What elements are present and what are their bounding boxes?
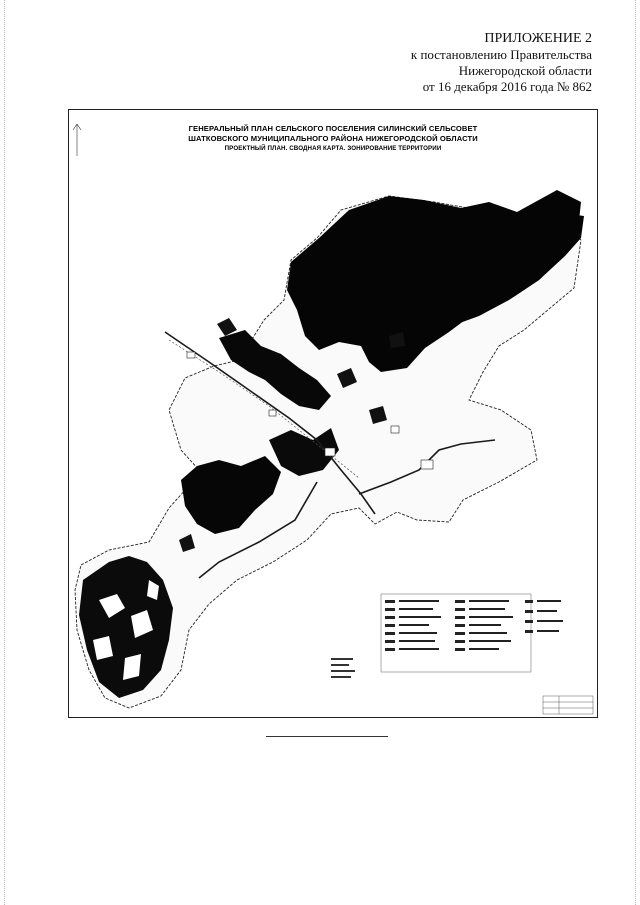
title-block — [543, 696, 593, 714]
map-legend-left — [331, 658, 355, 678]
page-edge-right — [635, 0, 636, 905]
map-heading-line-3: ПРОЕКТНЫЙ ПЛАН. СВОДНАЯ КАРТА. ЗОНИРОВАНИЕ ТЕРРИТОРИИ — [224, 145, 442, 152]
map-heading-line-1: ГЕНЕРАЛЬНЫЙ ПЛАН СЕЛЬСКОГО ПОСЕЛЕНИЯ СИЛИНСКИЙ СЕЛЬСОВЕТ — [188, 124, 478, 133]
appendix-line-3: от 16 декабря 2016 года № 862 — [422, 79, 592, 94]
page-edge-left — [4, 0, 5, 905]
map-heading-line-2: ШАТКОВСКОГО МУНИЦИПАЛЬНОГО РАЙОНА НИЖЕГОРОДСКОЙ ОБЛАСТИ — [188, 134, 478, 143]
map-legend — [381, 594, 563, 672]
appendix-header — [411, 31, 592, 95]
zoning-map — [69, 110, 598, 718]
map-heading — [69, 124, 597, 154]
appendix-line-1: к постановлению Правительства — [410, 47, 592, 62]
appendix-line-2: Нижегородской области — [458, 63, 592, 78]
map-sheet — [68, 109, 598, 718]
signature-line — [266, 736, 388, 737]
appendix-title: ПРИЛОЖЕНИЕ 2 — [484, 31, 592, 46]
